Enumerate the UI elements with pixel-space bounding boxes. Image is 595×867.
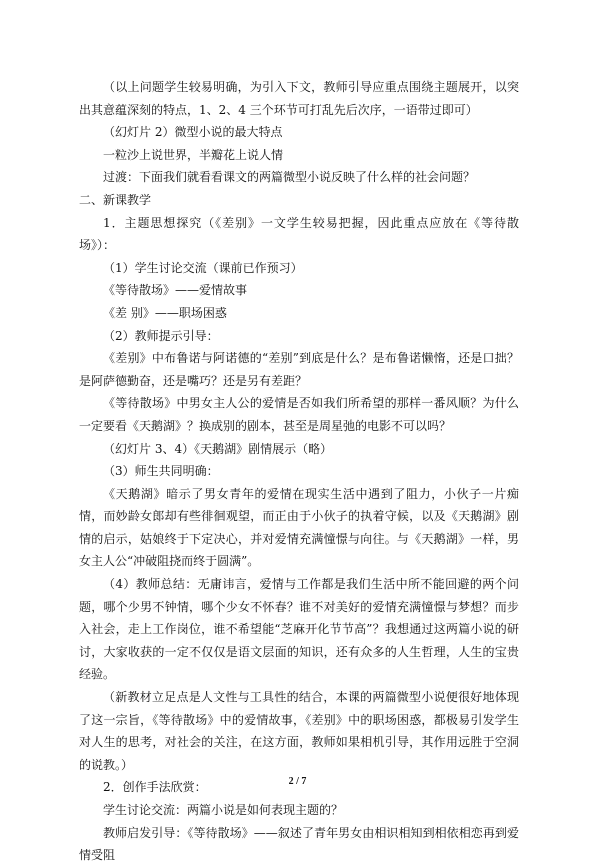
document-body bbox=[79, 76, 519, 867]
page-number: 2 / 7 bbox=[288, 776, 307, 787]
paragraph: （2）教师提示引导： bbox=[103, 328, 219, 343]
paragraph: 2．创作手法欣赏： bbox=[103, 780, 207, 795]
paragraph: 《差别》中布鲁诺与阿诺德的“差别”到底是什么？是布鲁诺懒惰，还是口拙？是阿萨德勤奋，还是嘴巧？还是另有差距？ bbox=[79, 351, 519, 388]
paragraph: 《差 别》——职场困惑 bbox=[103, 305, 227, 320]
paragraph: （以上问题学生较易明确，为引入下文，教师引导应重点围绕主题展开，以突出其意蕴深刻的特点，1、2、4 三个环节可打乱先后次序，一语带过即可） bbox=[79, 80, 519, 117]
paragraph: 教师启发引导：《等待散场》——叙述了青年男女由相识相知到相依相恋再到爱情受阻 bbox=[79, 825, 519, 863]
paragraph: 《等待散场》——爱情故事 bbox=[103, 283, 248, 298]
paragraph: （4）教师总结：无庸讳言，爱情与工作都是我们生活中所不能回避的两个问题，哪个少男不钟情，哪个少女不怀春？谁不对美好的爱情充满憧憬与梦想？而步入社会，走上工作岗位，谁不希望能“芝麻开化节节高”？我想通过这两篇小说的研讨，大家收获的一定不仅仅是语文层面的知识，还有众多的人生哲理，人生的宝贵经验。 bbox=[79, 577, 519, 682]
paragraph: 一粒沙上说世界，半瓣花上说人情 bbox=[103, 147, 284, 162]
paragraph: （1）学生讨论交流（课前已作预习） bbox=[103, 260, 303, 275]
paragraph: （新教材立足点是人文性与工具性的结合，本课的两篇微型小说便很好地体现了这一宗旨，《等待散场》中的爱情故事，《差别》中的职场困惑，都极易引发学生对人生的思考，对社会的关注，在这方面，教师如果相机引导，其作用远胜于空洞的说教。） bbox=[79, 690, 519, 772]
paragraph: （幻灯片 2）微型小说的最大特点 bbox=[103, 125, 283, 140]
paragraph: 二、新课教学 bbox=[79, 192, 152, 207]
paragraph: 《等待散场》中男女主人公的爱情是否如我们所希望的那样一番风顺？为什么一定要看《天鹅湖》？换成别的剧本，甚至是周星弛的电影不可以吗？ bbox=[79, 396, 519, 433]
paragraph: 过渡：下面我们就看看课文的两篇微型小说反映了什么样的社会问题？ bbox=[103, 170, 476, 185]
paragraph: 《天鹅湖》暗示了男女青年的爱情在现实生活中遇到了阻力，小伙子一片痴情，而妙龄女郎却有些徘徊观望，而正由于小伙子的执着守候，以及《天鹅湖》剧情的启示，姑娘终于下定决心，并对爱情充满憧憬与向往。与《天鹅湖》一样，男女主人公“冲破阻挠而终于圆满”。 bbox=[79, 486, 519, 569]
paragraph: 1．主题思想探究（《差别》一文学生较易把握，因此重点应放在《等待散场》）： bbox=[79, 215, 519, 253]
paragraph: （3）师生共同明确： bbox=[103, 464, 219, 479]
paragraph: （幻灯片 3、4）《天鹅湖》剧情展示（略） bbox=[103, 441, 333, 456]
paragraph: 学生讨论交流：两篇小说是如何表现主题的？ bbox=[103, 803, 344, 817]
